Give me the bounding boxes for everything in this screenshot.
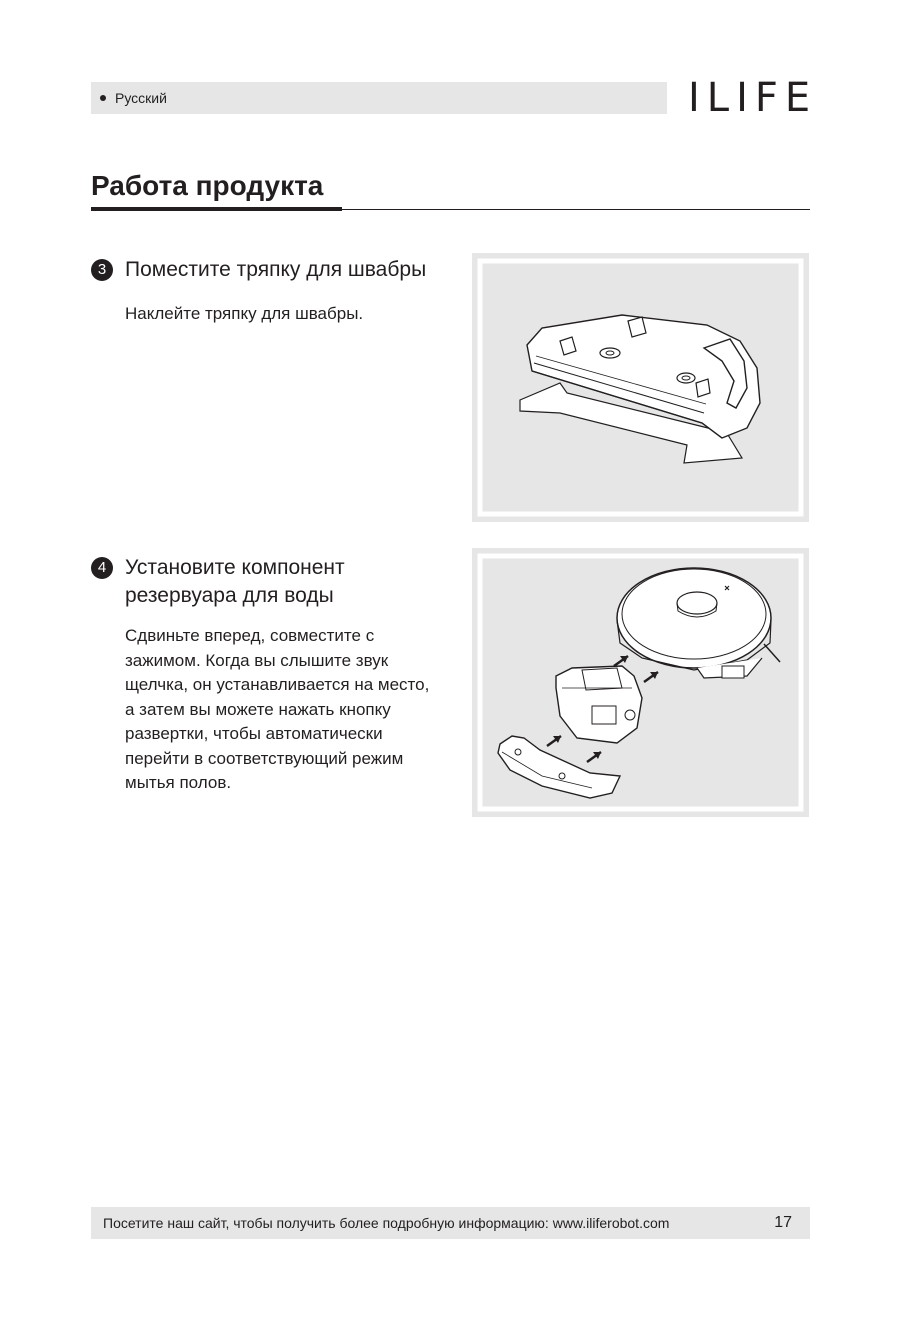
step-description-line: перейти в соответствующий режим xyxy=(125,748,404,768)
page-title: Работа продукта xyxy=(91,170,324,201)
step-title xyxy=(125,256,426,284)
language-label: Русский xyxy=(115,90,167,106)
step-description-line: Наклейте тряпку для швабры. xyxy=(125,304,364,323)
step-title xyxy=(125,554,345,610)
footer-bar xyxy=(91,1207,810,1239)
brand-logo: ILIFE xyxy=(688,75,818,121)
step-title-line: резервуара для воды xyxy=(125,584,334,607)
step-number-badge: 4 xyxy=(91,557,113,579)
robot-tank-drawing xyxy=(472,548,809,817)
step-description xyxy=(125,624,475,796)
page-number: 17 xyxy=(774,1214,792,1231)
step-description-line: развертки, чтобы автоматически xyxy=(125,724,383,743)
step-description-line: Сдвиньте вперед, совместите с xyxy=(125,626,375,645)
title-underline xyxy=(91,207,342,211)
step-title-line: Поместите тряпку для швабры xyxy=(125,258,427,281)
step-description-line: мытья полов. xyxy=(125,773,232,792)
footer-website-note: Посетите наш сайт, чтобы получить более подробную информацию: www.iliferobot.com xyxy=(103,1215,670,1231)
step-description-line: зажимом. Когда вы слышите звук xyxy=(125,650,389,670)
water-tank-install-illustration xyxy=(472,548,809,817)
language-bar xyxy=(91,82,667,114)
mop-cloth-attach-illustration xyxy=(472,253,809,522)
step-description xyxy=(125,302,475,327)
step-description-line: щелчка, он устанавливается на место, xyxy=(125,675,430,694)
bullet-icon xyxy=(100,95,106,101)
step-title-line: Установите компонент xyxy=(125,556,345,579)
step-number-badge: 3 xyxy=(91,259,113,281)
mop-plate-drawing xyxy=(472,253,809,522)
step-description-line: а затем вы можете нажать кнопку xyxy=(125,699,391,719)
